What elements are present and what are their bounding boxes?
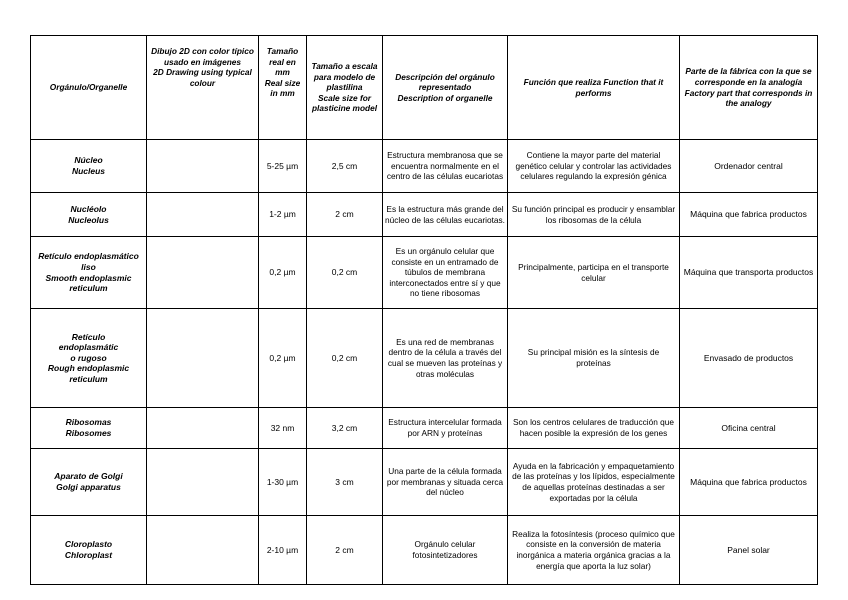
organelle-name: Aparato de Golgi Golgi apparatus [31,449,147,516]
table-row-nucleolus [31,193,818,237]
organelle-name: Retículo endoplasmático liso Smooth endoplasmic reticulum [31,237,147,309]
description: Estructura membranosa que se encuentra normalmente en el centro de las células eucariotas [383,140,508,193]
scale-size: 0,2 cm [307,237,383,309]
description: Estructura intercelular formada por ARN y proteínas [383,408,508,449]
function: Son los centros celulares de traducción que hacen posible la expresión de los genes [508,408,680,449]
function: Principalmente, participa en el transporte celular [508,237,680,309]
organelle-name: Retículo endoplasmátic o rugoso Rough endoplasmic reticulum [31,309,147,408]
header-factory-part: Parte de la fábrica con la que se corresponde en la analogía Factory part that corresponds in the analogy [680,36,818,140]
real-size: 1-2 µm [259,193,307,237]
scale-size: 2 cm [307,516,383,585]
scale-size: 2,5 cm [307,140,383,193]
factory-part: Máquina que fabrica productos [680,449,818,516]
factory-part: Envasado de productos [680,309,818,408]
real-size: 1-30 µm [259,449,307,516]
real-size: 0,2 µm [259,237,307,309]
table-row-chloroplast [31,516,818,585]
table-row-golgi [31,449,818,516]
function: Contiene la mayor parte del material genético celular y controlar las actividades celulares regulando la expresión génica [508,140,680,193]
header-description: Descripción del orgánulo representado Description of organelle [383,36,508,140]
organelle-name: Cloroplasto Chloroplast [31,516,147,585]
header-row [31,36,818,140]
table-row-smooth-er [31,237,818,309]
header-organelle: Orgánulo/Organelle [31,36,147,140]
organelle-name: Ribosomas Ribosomes [31,408,147,449]
description: Una parte de la célula formada por membranas y situada cerca del núcleo [383,449,508,516]
drawing-cell [147,449,259,516]
real-size: 2-10 µm [259,516,307,585]
header-function: Función que realiza Function that it performs [508,36,680,140]
factory-part: Máquina que fabrica productos [680,193,818,237]
table-row-nucleus [31,140,818,193]
drawing-cell [147,140,259,193]
factory-part: Ordenador central [680,140,818,193]
function: Ayuda en la fabricación y empaquetamiento de las proteínas y los lípidos, especialmente de aquellas proteínas destinadas a ser exportadas por la célula [508,449,680,516]
header-scale-size: Tamaño a escala para modelo de plastilina Scale size for plasticine model [307,36,383,140]
header-real-size: Tamaño real en mm Real size in mm [259,36,307,140]
scale-size: 3 cm [307,449,383,516]
function: Su función principal es producir y ensamblar los ribosomas de la célula [508,193,680,237]
table-row-ribosomes [31,408,818,449]
description: Es un orgánulo celular que consiste en un entramado de túbulos de membrana interconectados entre sí y que no tiene ribosomas [383,237,508,309]
drawing-cell [147,193,259,237]
real-size: 0,2 µm [259,309,307,408]
scale-size: 2 cm [307,193,383,237]
function: Su principal misión es la síntesis de proteínas [508,309,680,408]
drawing-cell [147,309,259,408]
organelle-name: Nucléolo Nucleolus [31,193,147,237]
description: Es una red de membranas dentro de la célula a través del cual se mueven las proteínas y otras moléculas [383,309,508,408]
drawing-cell [147,516,259,585]
description: Orgánulo celular fotosintetizadores [383,516,508,585]
drawing-cell [147,408,259,449]
real-size: 32 nm [259,408,307,449]
real-size: 5-25 µm [259,140,307,193]
description: Es la estructura más grande del núcleo de las células eucariotas. [383,193,508,237]
organelle-table [30,35,818,585]
table-row-rough-er [31,309,818,408]
factory-part: Panel solar [680,516,818,585]
function: Realiza la fotosíntesis (proceso químico que consiste en la conversión de materia inorgánica a materia orgánica gracias a la energía que aporta la luz solar) [508,516,680,585]
organelle-name: Núcleo Nucleus [31,140,147,193]
drawing-cell [147,237,259,309]
factory-part: Oficina central [680,408,818,449]
header-drawing: Dibujo 2D con color típico usado en imágenes 2D Drawing using typical colour [147,36,259,140]
scale-size: 3,2 cm [307,408,383,449]
scale-size: 0,2 cm [307,309,383,408]
factory-part: Máquina que transporta productos [680,237,818,309]
